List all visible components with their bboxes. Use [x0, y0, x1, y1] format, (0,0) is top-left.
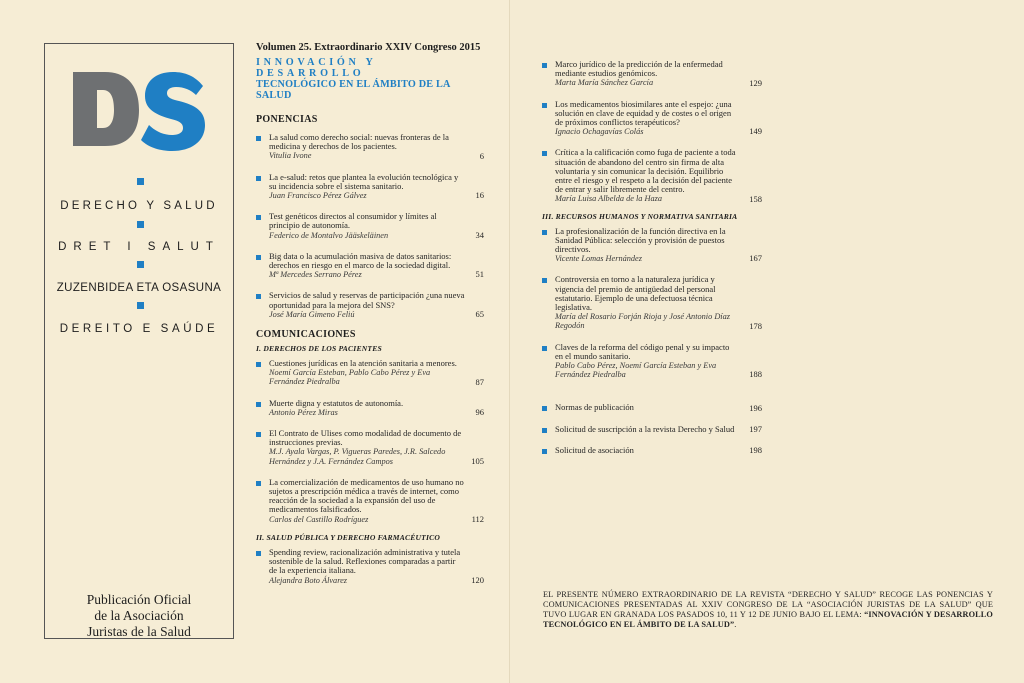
- blue-bullet-icon: [542, 103, 547, 108]
- toc-entry[interactable]: [256, 478, 484, 524]
- toc-entry-title: Big data o la acumulación masiva de datos sanitarios: derechos en riesgo en el marco de la sociedad digital.: [269, 250, 452, 271]
- toc-entry-author: Pablo Cabo Pérez, Noemí García Esteban y Eva Fernández Piedralba: [555, 361, 717, 380]
- toc-entry-body: [269, 212, 465, 240]
- toc-entry-body: [555, 425, 737, 434]
- publisher-block: [45, 592, 233, 640]
- notice-end: .: [734, 620, 737, 629]
- toc-entry-author: José María Gimeno Feliú: [269, 309, 355, 319]
- toc-entry-title: Cuestiones jurídicas en la atención sanitaria a menores.: [269, 358, 457, 369]
- blue-square-icon: [137, 261, 144, 268]
- toc-entry-body: [555, 403, 737, 412]
- toc-column-left: [256, 42, 484, 585]
- toc-entry-title: Crítica a la calificación como fuga de paciente a toda situación de abandono del centro sin firma de alta voluntaria y sin comunicar la decisión. Equilibrio entre el riesgo y el respeto a la decisión del paciente de entrar y salir libremente del centro.: [555, 147, 736, 195]
- blue-bullet-icon: [256, 176, 261, 181]
- blue-bullet-icon: [542, 278, 547, 283]
- toc-entry-body: [269, 252, 465, 280]
- toc-entry[interactable]: [542, 227, 762, 264]
- notice-motto: “INNOVACIÓN Y DESARROLLO TECNOLÓGICO EN EL ÁMBITO DE LA SALUD”: [543, 610, 993, 629]
- toc-entry[interactable]: [256, 359, 484, 387]
- toc-entry-body: [555, 343, 737, 380]
- cover-title-eu: ZUZENBIDEA ETA OSASUNA: [56, 282, 222, 294]
- toc-entry-page-number: 112: [471, 513, 484, 524]
- blue-square-icon: [137, 178, 144, 185]
- toc-entry-page-number: 51: [475, 269, 484, 280]
- toc-entry[interactable]: [256, 548, 484, 585]
- toc-entry-author: M.J. Ayala Vargas, P. Vigueras Paredes, J.R. Salcedo Hernández y J.A. Fernández Campos: [269, 447, 446, 466]
- toc-entry-title: La e-salud: retos que plantea la evolución tecnológica y su incidencia sobre el sistema sanitario.: [269, 171, 459, 191]
- blue-bullet-icon: [542, 151, 547, 156]
- publisher-line: Publicación Oficial: [86, 592, 192, 607]
- toc-entry[interactable]: [542, 60, 762, 88]
- toc-entry[interactable]: [542, 148, 762, 203]
- toc-entry-title: Solicitud de suscripción a la revista Derecho y Salud: [555, 423, 735, 434]
- publisher-line: Juristas de la Salud: [87, 624, 191, 639]
- toc-entry-author: Vicente Lomas Hernández: [555, 254, 642, 264]
- notice-text: EL PRESENTE NÚMERO EXTRAORDINARIO DE LA REVISTA “DERECHO Y SALUD” RECOGE LAS PONENCIAS Y COMUNICACIONES PRESENTADAS AL XXIV CONGRESO DE LA “ASOCIACIÓN JURISTAS DE LA SALUD” QUE TUVO LUGAR EN GRANADA LOS PASADOS 10, 11 Y 12 DE JUNIO BAJO EL LEMA:: [543, 590, 993, 619]
- publisher-line: de la Asociación: [94, 608, 184, 623]
- toc-entry[interactable]: [256, 133, 484, 161]
- toc-entry[interactable]: [256, 173, 484, 201]
- blue-square-icon: [137, 302, 144, 309]
- toc-entry[interactable]: [256, 291, 484, 319]
- toc-entry-body: [555, 100, 737, 137]
- toc-entry[interactable]: [542, 425, 762, 434]
- blue-bullet-icon: [256, 215, 261, 220]
- issue-notice: [543, 590, 993, 630]
- toc-entry-title: Los medicamentos biosimilares ante el espejo: ¿una solución en clave de equidad y de costes o el origen de próximos conflictos terapéuticos?: [555, 98, 732, 128]
- toc-entry-page-number: 87: [475, 376, 484, 387]
- toc-entry-author: Noemí García Esteban, Pablo Cabo Pérez y Eva Fernández Piedralba: [269, 368, 431, 387]
- toc-entry-page-number: 197: [749, 423, 762, 434]
- toc-entry-title: El Contrato de Ulises como modalidad de documento de instrucciones previas.: [269, 428, 462, 448]
- cover-title-es: DERECHO Y SALUD: [60, 200, 218, 212]
- blue-bullet-icon: [542, 230, 547, 235]
- toc-entry-title: Solicitud de asociación: [555, 444, 634, 455]
- toc-entry-body: [555, 446, 737, 455]
- toc-entry-title: Servicios de salud y reservas de participación ¿una nueva oportunidad para la mejora del SNS?: [269, 290, 465, 310]
- toc-entry-title: La salud como derecho social: nuevas fronteras de la medicina y derechos de los pacientes.: [269, 132, 449, 152]
- ds-logo-graphic: [71, 64, 211, 154]
- ds-logo: [71, 64, 211, 154]
- toc-entry[interactable]: [542, 275, 762, 330]
- blue-bullet-icon: [256, 294, 261, 299]
- toc-entry-author: Vitulia Ivone: [269, 151, 312, 161]
- toc-entry-body: [555, 227, 737, 264]
- blue-bullet-icon: [256, 136, 261, 141]
- toc-entry[interactable]: [256, 429, 484, 466]
- toc-entry[interactable]: [542, 343, 762, 380]
- toc-entry-body: [555, 275, 737, 330]
- toc-entry-title: Claves de la reforma del código penal y su impacto en el mundo sanitario.: [555, 341, 730, 361]
- subsection-heading: II. SALUD PÚBLICA Y DERECHO FARMACÉUTICO: [256, 532, 441, 542]
- page-fold: [509, 0, 510, 683]
- subsection-heading: III. RECURSOS HUMANOS Y NORMATIVA SANITARIA: [542, 211, 738, 221]
- toc-entry-title: Test genéticos directos al consumidor y límites al principio de autonomía.: [269, 211, 437, 231]
- volume-title: Volumen 25. Extraordinario XXIV Congreso 2015: [256, 42, 481, 53]
- toc-entry-page-number: 96: [475, 407, 484, 418]
- toc-entry-body: [555, 148, 737, 203]
- toc-entry-page-number: 6: [479, 150, 484, 161]
- blue-bullet-icon: [542, 449, 547, 454]
- blue-bullet-icon: [256, 362, 261, 367]
- toc-entry-page-number: 129: [749, 77, 762, 88]
- toc-entry-author: Carlos del Castillo Rodríguez: [269, 514, 369, 524]
- toc-entry-author: Ignacio Ochagavías Colás: [555, 127, 644, 137]
- toc-entry-title: Normas de publicación: [555, 402, 634, 413]
- toc-entry-body: [269, 429, 465, 466]
- toc-entry-page-number: 178: [749, 320, 762, 331]
- toc-entry-page-number: 65: [475, 309, 484, 320]
- toc-entry-page-number: 149: [749, 126, 762, 137]
- toc-entry-body: [555, 60, 737, 88]
- toc-entry[interactable]: [256, 212, 484, 240]
- toc-entry-body: [269, 548, 465, 585]
- toc-entry-page-number: 105: [471, 455, 484, 466]
- toc-entry-author: Alejandra Boto Álvarez: [269, 575, 348, 585]
- blue-bullet-icon: [542, 428, 547, 433]
- toc-entry-body: [269, 359, 465, 387]
- toc-entry-body: [269, 133, 465, 161]
- toc-entry[interactable]: [256, 252, 484, 280]
- theme-line: TECNOLÓGICO EN EL ÁMBITO DE LA SALUD: [256, 79, 451, 101]
- blue-square-icon: [137, 221, 144, 228]
- blue-bullet-icon: [542, 63, 547, 68]
- toc-entry-page-number: 120: [471, 574, 484, 585]
- toc-entry-title: La comercialización de medicamentos de uso humano no sujetos a prescripción médica a través de internet, como reacción de la sociedad a la expansión del uso de medicamentos falsificados.: [269, 476, 464, 515]
- toc-entry-page-number: 167: [749, 253, 762, 264]
- toc-entry[interactable]: [256, 399, 484, 417]
- toc-entry-author: María Luisa Albelda de la Haza: [555, 194, 663, 204]
- blue-bullet-icon: [256, 551, 261, 556]
- toc-entry-page-number: 188: [749, 369, 762, 380]
- section-heading-ponencias: PONENCIAS: [256, 114, 318, 125]
- toc-entry-body: [269, 478, 465, 524]
- cover-title-gl: DEREITO E SAÚDE: [59, 323, 219, 335]
- cover-panel: [44, 43, 234, 639]
- toc-entry[interactable]: [542, 403, 762, 412]
- toc-entry-author: Mª Mercedes Serrano Pérez: [269, 270, 362, 280]
- subsection-heading: I. DERECHOS DE LOS PACIENTES: [256, 344, 382, 354]
- toc-entry[interactable]: [542, 446, 762, 455]
- toc-entry-title: Muerte digna y estatutos de autonomía.: [269, 397, 404, 408]
- toc-entry-author: Juan Francisco Pérez Gálvez: [269, 191, 367, 201]
- toc-entry[interactable]: [542, 100, 762, 137]
- congress-theme: [256, 57, 484, 101]
- toc-entry-title: Spending review, racionalización administrativa y tutela sostenible de la salud. Reflexiones comparadas a partir de la experiencia italiana.: [269, 546, 461, 576]
- blue-bullet-icon: [256, 432, 261, 437]
- theme-line: INNOVACIÓN Y DESARROLLO: [256, 57, 377, 79]
- toc-entry-page-number: 158: [749, 193, 762, 204]
- toc-entry-title: La profesionalización de la función directiva en la Sanidad Pública: selección y provisión de puestos directivos.: [555, 225, 726, 255]
- cover-title-ca: DRET I SALUT: [58, 241, 220, 253]
- blue-bullet-icon: [256, 481, 261, 486]
- blue-bullet-icon: [256, 402, 261, 407]
- toc-entry-title: Marco jurídico de la predicción de la enfermedad mediante estudios genómicos.: [555, 59, 723, 79]
- blue-bullet-icon: [256, 255, 261, 260]
- blue-bullet-icon: [542, 406, 547, 411]
- toc-entry-page-number: 16: [475, 190, 484, 201]
- section-heading-comunicaciones: COMUNICACIONES: [256, 329, 356, 341]
- toc-entry-body: [269, 173, 465, 201]
- toc-entry-page-number: 198: [749, 445, 762, 456]
- toc-entry-page-number: 34: [475, 229, 484, 240]
- toc-entry-page-number: 196: [749, 402, 762, 413]
- toc-entry-author: Federico de Montalvo Jääskeläinen: [269, 230, 389, 240]
- toc-entry-title: Controversia en torno a la naturaleza jurídica y vigencia del premio de antigüedad del personal estatutario. Ejemplo de una defectuosa técnica legislativa.: [555, 274, 716, 313]
- toc-entry-author: María del Rosario Forján Rioja y José Antonio Díaz Regodón: [555, 312, 730, 331]
- toc-entry-body: [269, 291, 465, 319]
- toc-column-right: [542, 56, 762, 455]
- toc-entry-author: Antonio Pérez Miras: [269, 407, 338, 417]
- blue-bullet-icon: [542, 346, 547, 351]
- toc-entry-author: Marta María Sánchez García: [555, 78, 654, 88]
- toc-entry-body: [269, 399, 465, 417]
